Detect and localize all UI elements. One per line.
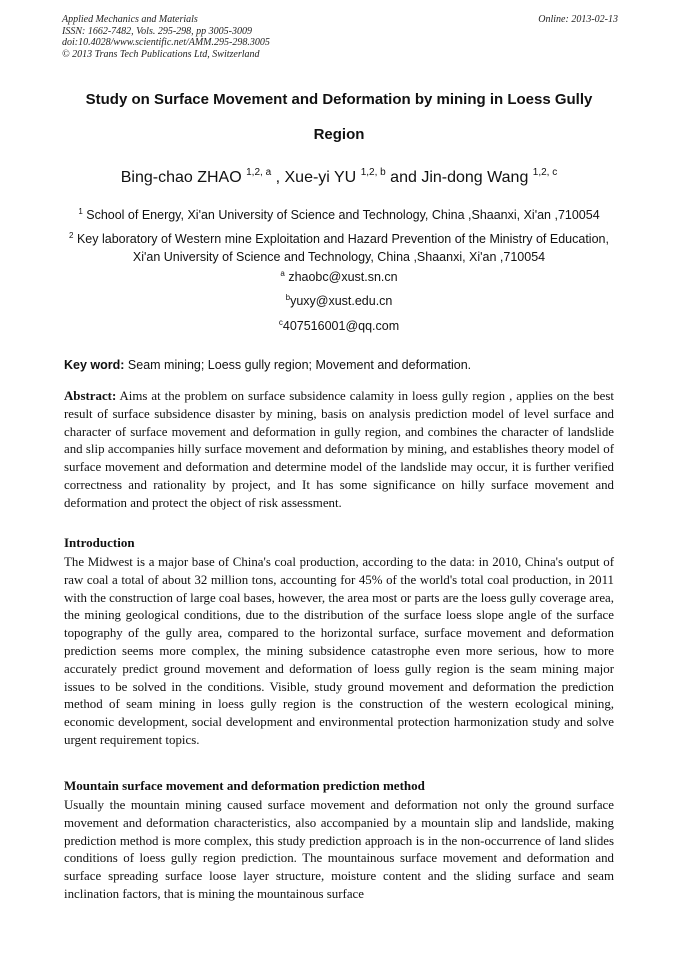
email-address[interactable]: zhaobc@xust.sn.cn	[284, 270, 398, 284]
section-heading-introduction: Introduction	[64, 535, 135, 550]
author-superscript: 1,2, c	[532, 167, 558, 178]
affiliation-2	[40, 227, 638, 266]
email-c[interactable]	[40, 318, 638, 333]
journal-header	[62, 14, 618, 60]
email-marker: c	[278, 318, 283, 327]
email-marker: a	[280, 269, 285, 278]
keywords-text: Seam mining; Loess gully region; Movement and deformation.	[124, 358, 472, 372]
abstract-text: Aims at the problem on surface subsidence calamity in loess gully region , applies on the best result of surface subsidence disaster by mining, basis on analysis prediction model of level surface and character of surface movement and deformation in gully region, and combines the character of landslide and slip accompanies hilly surface movement and deformation by mining, and establishes theory model of surface movement and deformation and determine model of the landslide may occur, it is further verified correctness and rationality by project, and It has some significance on hilly surface movement and deformation and protect the object of risk assessment.	[64, 389, 614, 510]
author-separator: ,	[271, 169, 285, 186]
abstract-label: Abstract:	[64, 389, 117, 403]
section-heading-mountain: Mountain surface movement and deformation prediction method	[64, 778, 425, 793]
author-superscript: 1,2, a	[246, 167, 272, 178]
author-name: Jin-dong Wang	[421, 169, 533, 186]
email-address[interactable]: 407516001@qq.com	[282, 319, 400, 333]
affiliation-1	[40, 203, 638, 224]
abstract	[64, 388, 614, 513]
author-list	[40, 167, 638, 187]
affiliation-marker: 2	[69, 231, 74, 240]
author-name: Bing-chao ZHAO	[120, 169, 247, 186]
affiliation-text: Key laboratory of Western mine Exploitation and Hazard Prevention of the Ministry of Education,	[73, 232, 609, 246]
online-date: Online: 2013-02-13	[538, 14, 618, 25]
affiliation-marker: 1	[78, 207, 83, 216]
email-address[interactable]: yuxy@xust.edu.cn	[290, 294, 393, 308]
email-a[interactable]	[40, 269, 638, 284]
copyright-line: © 2013 Trans Tech Publications Ltd, Switzerland	[62, 48, 260, 60]
introduction-paragraph: The Midwest is a major base of China's coal production, according to the data: in 2010, China's output of raw coal a total of about 32 million tons, accounting for 45% of the world's total coal production, in 2011 with the construction of large coal bases, however, the area most or parts are the loess gully coverage area, the mining geological conditions, due to the distribution of the surface loess slope angle of the surface topography of the gully area, compared to the horizontal surface, surface movement and deformation prediction seems more complex, the mining subsidence catastrophe even more serious, how to more accurately predict ground movement and deformation of loess gully region is the seam mining major issues to be solved in the conditions. Visible, study ground movement and deformation the prediction method of seam mining in loess gully region is the construction of the western ecological mining, economic development, social development and environmental protection harmonization study and solve urgent requirement topics.	[64, 555, 614, 747]
keywords	[64, 358, 620, 372]
doi-line[interactable]: doi:10.4028/www.scientific.net/AMM.295-298.3005	[62, 37, 270, 48]
affiliation-text: School of Energy, Xi'an University of Science and Technology, China ,Shaanxi, Xi'an ,710054	[82, 208, 600, 222]
issn-line: ISSN: 1662-7482, Vols. 295-298, pp 3005-3009	[62, 25, 252, 37]
author-name: Xue-yi YU	[284, 169, 361, 186]
author-superscript: 1,2, b	[360, 167, 386, 178]
journal-name: Applied Mechanics and Materials	[62, 14, 198, 25]
affiliation-text: Xi'an University of Science and Technology, China ,Shaanxi, Xi'an ,710054	[132, 250, 546, 264]
mountain-paragraph: Usually the mountain mining caused surface movement and deformation not only the ground surface movement and deformation characteristics, also accompanied by a mountain slip and landslide, making prediction method is more complex, this study prediction approach is in the non-occurrence of land slides conditions of loess gully region prediction. The mountainous surface movement and deformation and surface spreading surface loose layer structure, moisture content and the sliding surface and seam inclination factors, that is mining the mountainous surface	[64, 798, 614, 901]
author-separator: and	[385, 169, 422, 186]
email-marker: b	[285, 293, 291, 302]
email-b[interactable]	[40, 293, 638, 308]
keywords-label: Key word:	[64, 358, 125, 372]
paper-title-line-1: Study on Surface Movement and Deformation by mining in Loess Gully	[85, 91, 593, 108]
paper-title-line-2: Region	[313, 126, 365, 143]
